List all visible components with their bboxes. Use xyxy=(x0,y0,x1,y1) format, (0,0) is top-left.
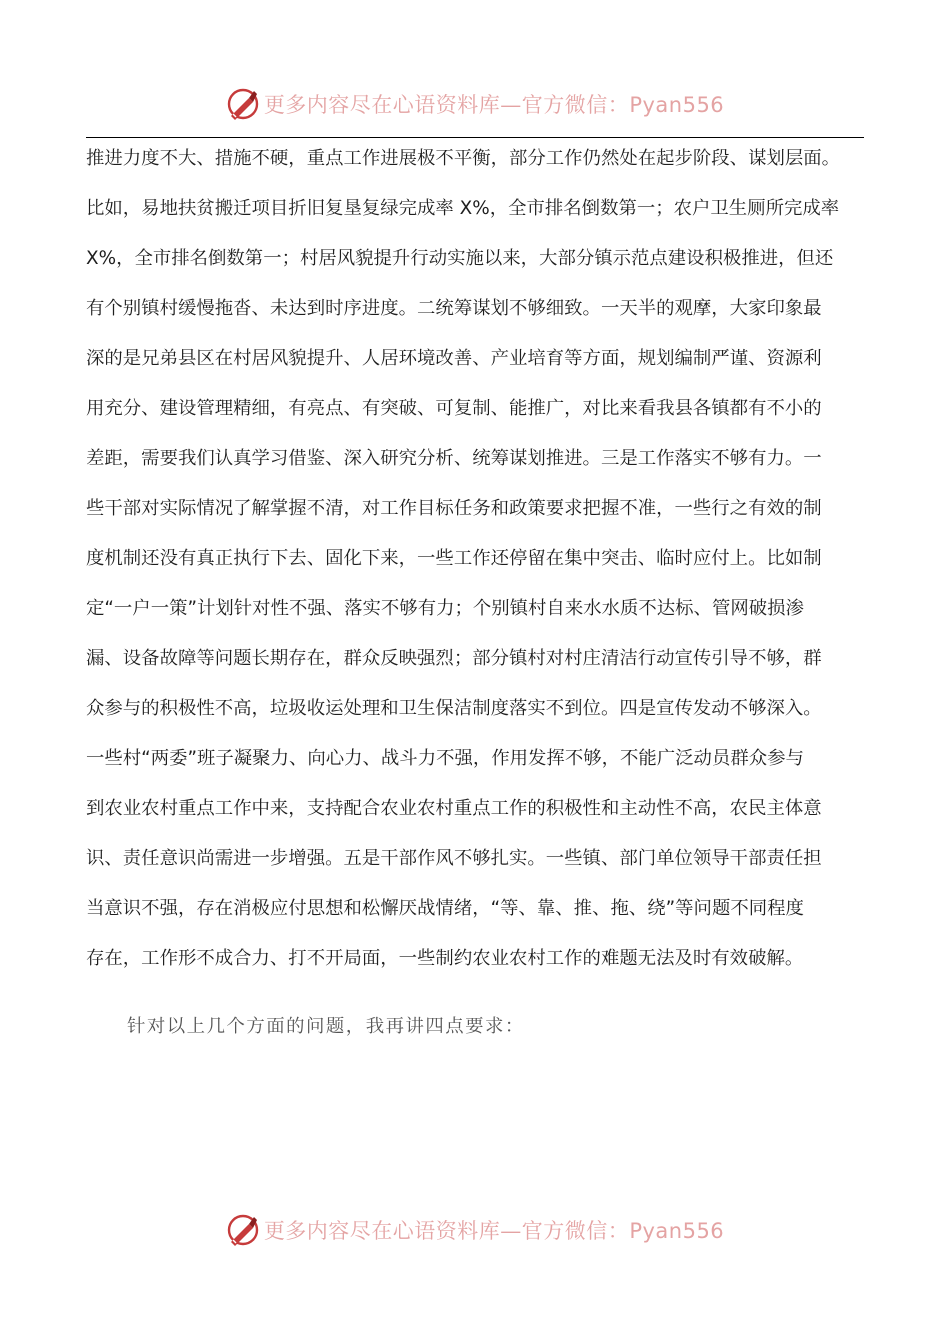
paragraph-line: 存在，工作形不成合力、打不开局面，一些制约农业农村工作的难题无法及时有效破解。 xyxy=(86,948,804,969)
paragraph-line: 定“一户一策”计划针对性不强、落实不够有力；个别镇村自来水水质不达标、管网破损渗 xyxy=(86,598,804,619)
paragraph-line: 众参与的积极性不高，垃圾收运处理和卫生保洁制度落实不到位。四是宣传发动不够深入。 xyxy=(86,698,822,719)
body-paragraph xyxy=(86,140,876,990)
paragraph-line: 到农业农村重点工作中来，支持配合农业农村重点工作的积极性和主动性不高，农民主体意 xyxy=(86,798,822,819)
watermark-text: 更多内容尽在心语资料库—官方微信：Pyan556 xyxy=(263,93,725,117)
header-watermark xyxy=(0,80,950,128)
paragraph-line: 些干部对实际情况了解掌握不清，对工作目标任务和政策要求把握不准，一些行之有效的制 xyxy=(86,498,822,519)
pen-logo-icon xyxy=(226,1213,260,1247)
paragraph-line: 度机制还没有真正执行下去、固化下来，一些工作还停留在集中突击、临时应付上。比如制 xyxy=(86,548,822,569)
paragraph-line: 差距，需要我们认真学习借鉴、深入研究分析、统筹谋划推进。三是工作落实不够有力。一 xyxy=(86,448,822,469)
paragraph-line: 有个别镇村缓慢拖沓、未达到时序进度。二统筹谋划不够细致。一天半的观摩，大家印象最 xyxy=(86,298,822,319)
closing-paragraph: 针对以上几个方面的问题，我再讲四点要求： xyxy=(127,1016,525,1037)
paragraph-line: 比如，易地扶贫搬迁项目折旧复垦复绿完成率 X%，全市排名倒数第一；农户卫生厕所完成率 xyxy=(86,198,840,219)
paragraph-line: X%，全市排名倒数第一；村居风貌提升行动实施以来，大部分镇示范点建设积极推进，但还 xyxy=(86,248,834,269)
pen-logo-icon xyxy=(226,87,260,121)
watermark-text: 更多内容尽在心语资料库—官方微信：Pyan556 xyxy=(263,1219,725,1243)
header-divider xyxy=(86,137,864,138)
paragraph-line: 深的是兄弟县区在村居风貌提升、人居环境改善、产业培育等方面，规划编制严谨、资源利 xyxy=(86,348,822,369)
paragraph-line: 漏、设备故障等问题长期存在，群众反映强烈；部分镇村对村庄清洁行动宣传引导不够，群 xyxy=(86,648,822,669)
paragraph-line: 推进力度不大、措施不硬，重点工作进展极不平衡，部分工作仍然处在起步阶段、谋划层面。 xyxy=(86,148,841,169)
footer-watermark xyxy=(0,1206,950,1254)
paragraph-line: 识、责任意识尚需进一步增强。五是干部作风不够扎实。一些镇、部门单位领导干部责任担 xyxy=(86,848,822,869)
paragraph-line: 用充分、建设管理精细，有亮点、有突破、可复制、能推广，对比来看我县各镇都有不小的 xyxy=(86,398,822,419)
paragraph-line: 一些村“两委”班子凝聚力、向心力、战斗力不强，作用发挥不够，不能广泛动员群众参与 xyxy=(86,748,804,769)
paragraph-line: 当意识不强，存在消极应付思想和松懈厌战情绪，“等、靠、推、拖、绕”等问题不同程度 xyxy=(86,898,804,919)
